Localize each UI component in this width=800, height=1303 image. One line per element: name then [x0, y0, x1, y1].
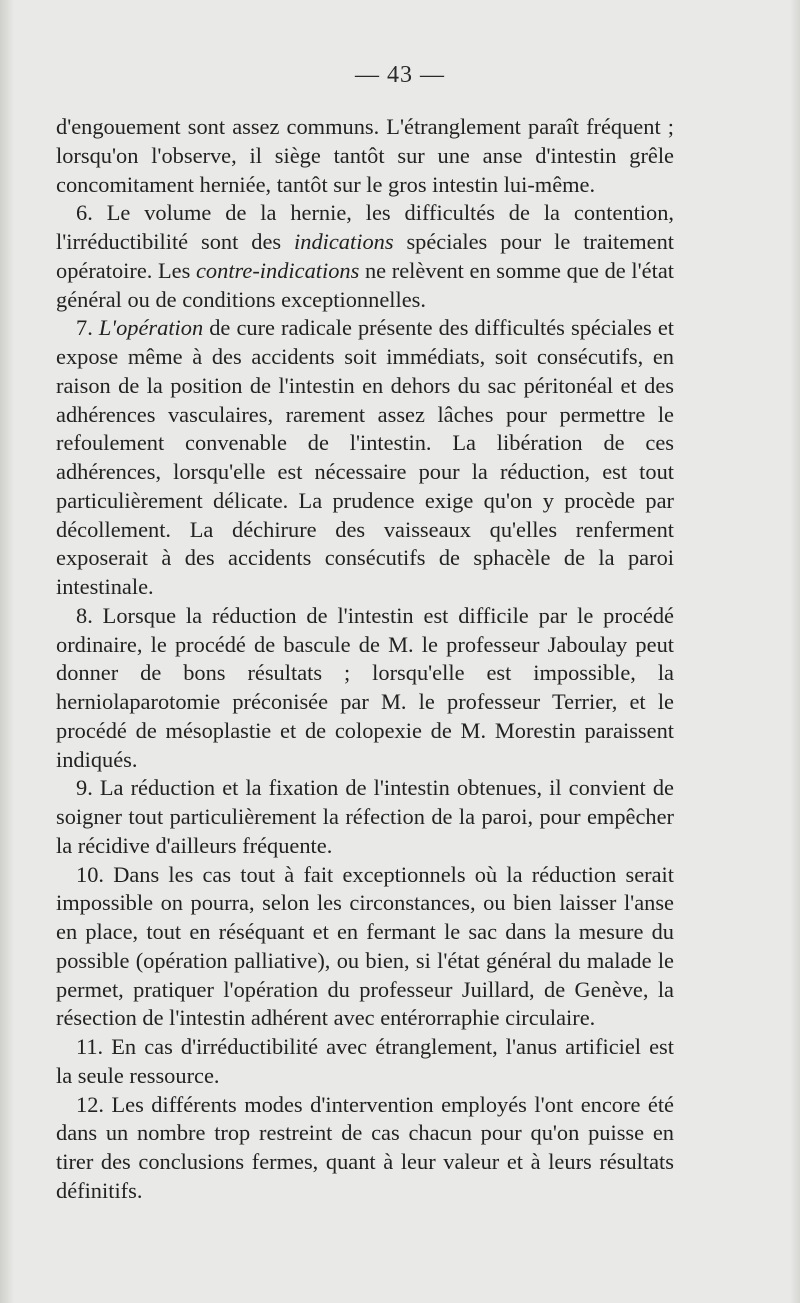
- paragraph-12: 12. Les différents modes d'intervention employés l'ont encore été dans un nombre trop restreint de cas chacun pour qu'on puisse en tirer des conclusions fermes, quant à leur valeur et à leurs résultats définitifs.: [56, 1091, 674, 1203]
- emphasis-operation: L'opération: [98, 315, 204, 341]
- paragraph-7-body: de cure radicale présente des difficultés spéciales et expose même à des accidents soit immédiats, soit consécutifs, en raison de la position de l'intestin en dehors du sac péritonéal et des adhérences vasculaires, rarement assez lâches pour permettre le refoulement convenable de l'intestin. La libération de ces adhérences, lorsqu'elle est nécessaire pour la réduction, est tout particulièrement délicate. La prudence exige qu'on y procède par décollement. La déchirure des vaisseaux qu'elles renferment exposerait à des accidents consécutifs de sphacèle de la paroi intestinale.: [56, 315, 674, 599]
- page-number: — 43 —: [355, 62, 445, 88]
- paragraph-6-end: ne relèvent en somme que de l'état général ou de conditions exceptionnelles.: [56, 257, 674, 312]
- emphasis-indications: indications: [294, 229, 394, 254]
- paragraph-6-intro: 6. Le volume de la hernie, les difficultés de la contention, l'irréductibilité sont des: [56, 200, 674, 254]
- paragraph-6-middle: spéciales pour le traitement opératoire. Les: [56, 229, 674, 283]
- paragraph-7-number: 7.: [76, 315, 99, 341]
- paragraph-9: 9. La réduction et la fixation de l'intestin obtenues, il convient de soigner tout particulièrement la réfection de la paroi, pour empêcher la récidive d'ailleurs fréquente.: [56, 775, 674, 858]
- paragraph-10: 10. Dans les cas tout à fait exceptionnels où la réduction serait impossible on pourra, selon les circonstances, ou bien laisser l'anse en place, tout en réséquant et en fermant le sac dans la mesure du possible (opération palliative), ou bien, si l'état général du malade le permet, pratiquer l'opération du professeur Juillard, de Genève, la résection de l'intestin adhérent avec entérorraphie circulaire.: [56, 861, 674, 1031]
- paragraph-6: [56, 199, 674, 314]
- paragraph-11: 11. En cas d'irréductibilité avec étranglement, l'anus artificiel est la seule ressource.: [56, 1034, 674, 1088]
- paragraph-7: [56, 314, 674, 602]
- emphasis-contre-indications: contre-indications: [195, 257, 360, 283]
- body-text: [56, 113, 674, 1206]
- paragraph-8: 8. Lorsque la réduction de l'intestin est difficile par le procédé ordinaire, le procédé de bascule de M. le professeur Jaboulay peut donner de bons résultats ; lorsqu'elle est impossible, la herniolaparotomie préconisée par M. le professeur Terrier, et le procédé de mésoplastie et de colopexie de M. Morestin paraissent indiqués.: [56, 602, 674, 772]
- paragraph-continued: d'engouement sont assez communs. L'étranglement paraît fréquent ; lorsqu'on l'observe, il siège tantôt sur une anse d'intestin grêle concomitament herniée, tantôt sur le gros intestin lui-même.: [56, 114, 674, 197]
